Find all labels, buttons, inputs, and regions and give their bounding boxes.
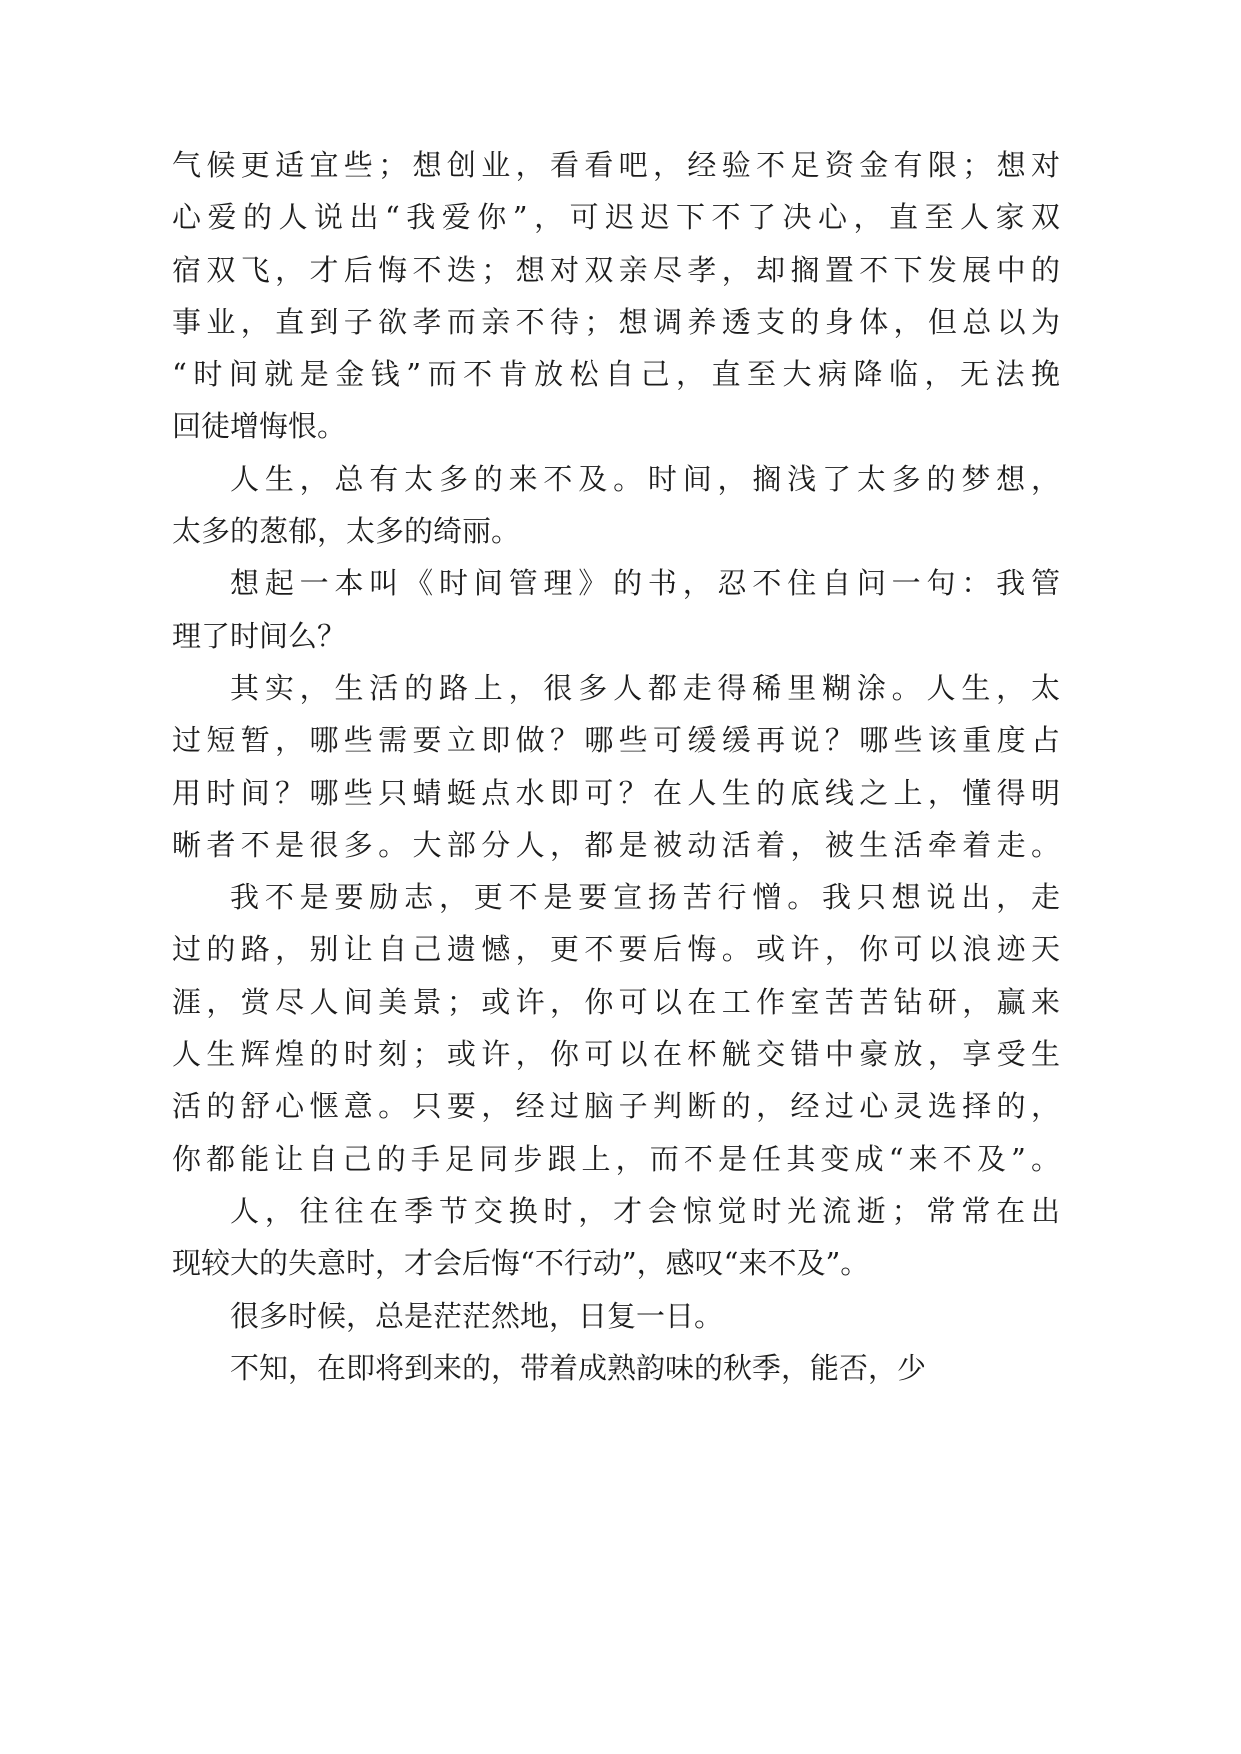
text-line: 气候更适宜些；想创业，看看吧，经验不足资金有限；想对 [172, 148, 1060, 182]
text-line: 涯，赏尽人间美景；或许，你可以在工作室苦苦钻研，赢来 [172, 984, 1060, 1019]
text-line: 用时间？哪些只蜻蜓点水即可？在人生的底线之上，懂得明 [172, 775, 1060, 810]
text-line: 现较大的失意时，才会后悔“不行动”，感叹“来不及”。 [172, 1246, 870, 1281]
text-line: 太多的葱郁，太多的绮丽。 [172, 514, 521, 549]
text-line: 宿双飞，才后悔不迭；想对双亲尽孝，却搁置不下发展中的 [172, 252, 1060, 287]
text-line: 想起一本叫《时间管理》的书，忍不住自问一句：我管 [230, 566, 1060, 601]
paragraph [172, 453, 1060, 558]
text-line: 我不是要励志，更不是要宣扬苦行憎。我只想说出，走 [230, 880, 1060, 915]
text-line: 事业，直到子欲孝而亲不待；想调养透支的身体，但总以为 [172, 304, 1060, 339]
paragraph [172, 139, 1060, 453]
paragraph [172, 1342, 1060, 1394]
text-line: 人生，总有太多的来不及。时间，搁浅了太多的梦想， [230, 461, 1060, 496]
paragraph [172, 871, 1060, 1185]
body-text [172, 139, 1060, 1394]
paragraph [172, 1290, 1060, 1342]
text-line: 心爱的人说出“我爱你”，可迟迟下不了决心，直至人家双 [172, 200, 1060, 235]
text-line: 其实，生活的路上，很多人都走得稀里糊涂。人生，太 [230, 670, 1060, 705]
paragraph [172, 557, 1060, 662]
text-line: 理了时间么？ [172, 618, 347, 653]
text-line: 人，往往在季节交换时，才会惊觉时光流逝；常常在出 [230, 1193, 1060, 1228]
text-line: 过的路，别让自己遗憾，更不要后悔。或许，你可以浪迹天 [172, 932, 1060, 967]
text-line: “时间就是金钱”而不肯放松自己，直至大病降临，无法挽 [172, 357, 1060, 392]
text-line: 人生辉煌的时刻；或许，你可以在杯觥交错中豪放，享受生 [172, 1037, 1060, 1072]
text-line: 晰者不是很多。大部分人，都是被动活着，被生活牵着走。 [172, 827, 1060, 862]
text-line: 不知，在即将到来的，带着成熟韵味的秋季，能否，少 [230, 1350, 927, 1385]
paragraph [172, 1185, 1060, 1290]
text-line: 过短暂，哪些需要立即做？哪些可缓缓再说？哪些该重度占 [172, 723, 1060, 758]
text-line: 很多时候，总是茫茫然地，日复一日。 [230, 1298, 724, 1333]
text-line: 回徒增悔恨。 [172, 409, 347, 444]
text-line: 活的舒心惬意。只要，经过脑子判断的，经过心灵选择的， [172, 1089, 1060, 1124]
paragraph [172, 662, 1060, 871]
text-line: 你都能让自己的手足同步跟上，而不是任其变成“来不及”。 [172, 1141, 1060, 1176]
